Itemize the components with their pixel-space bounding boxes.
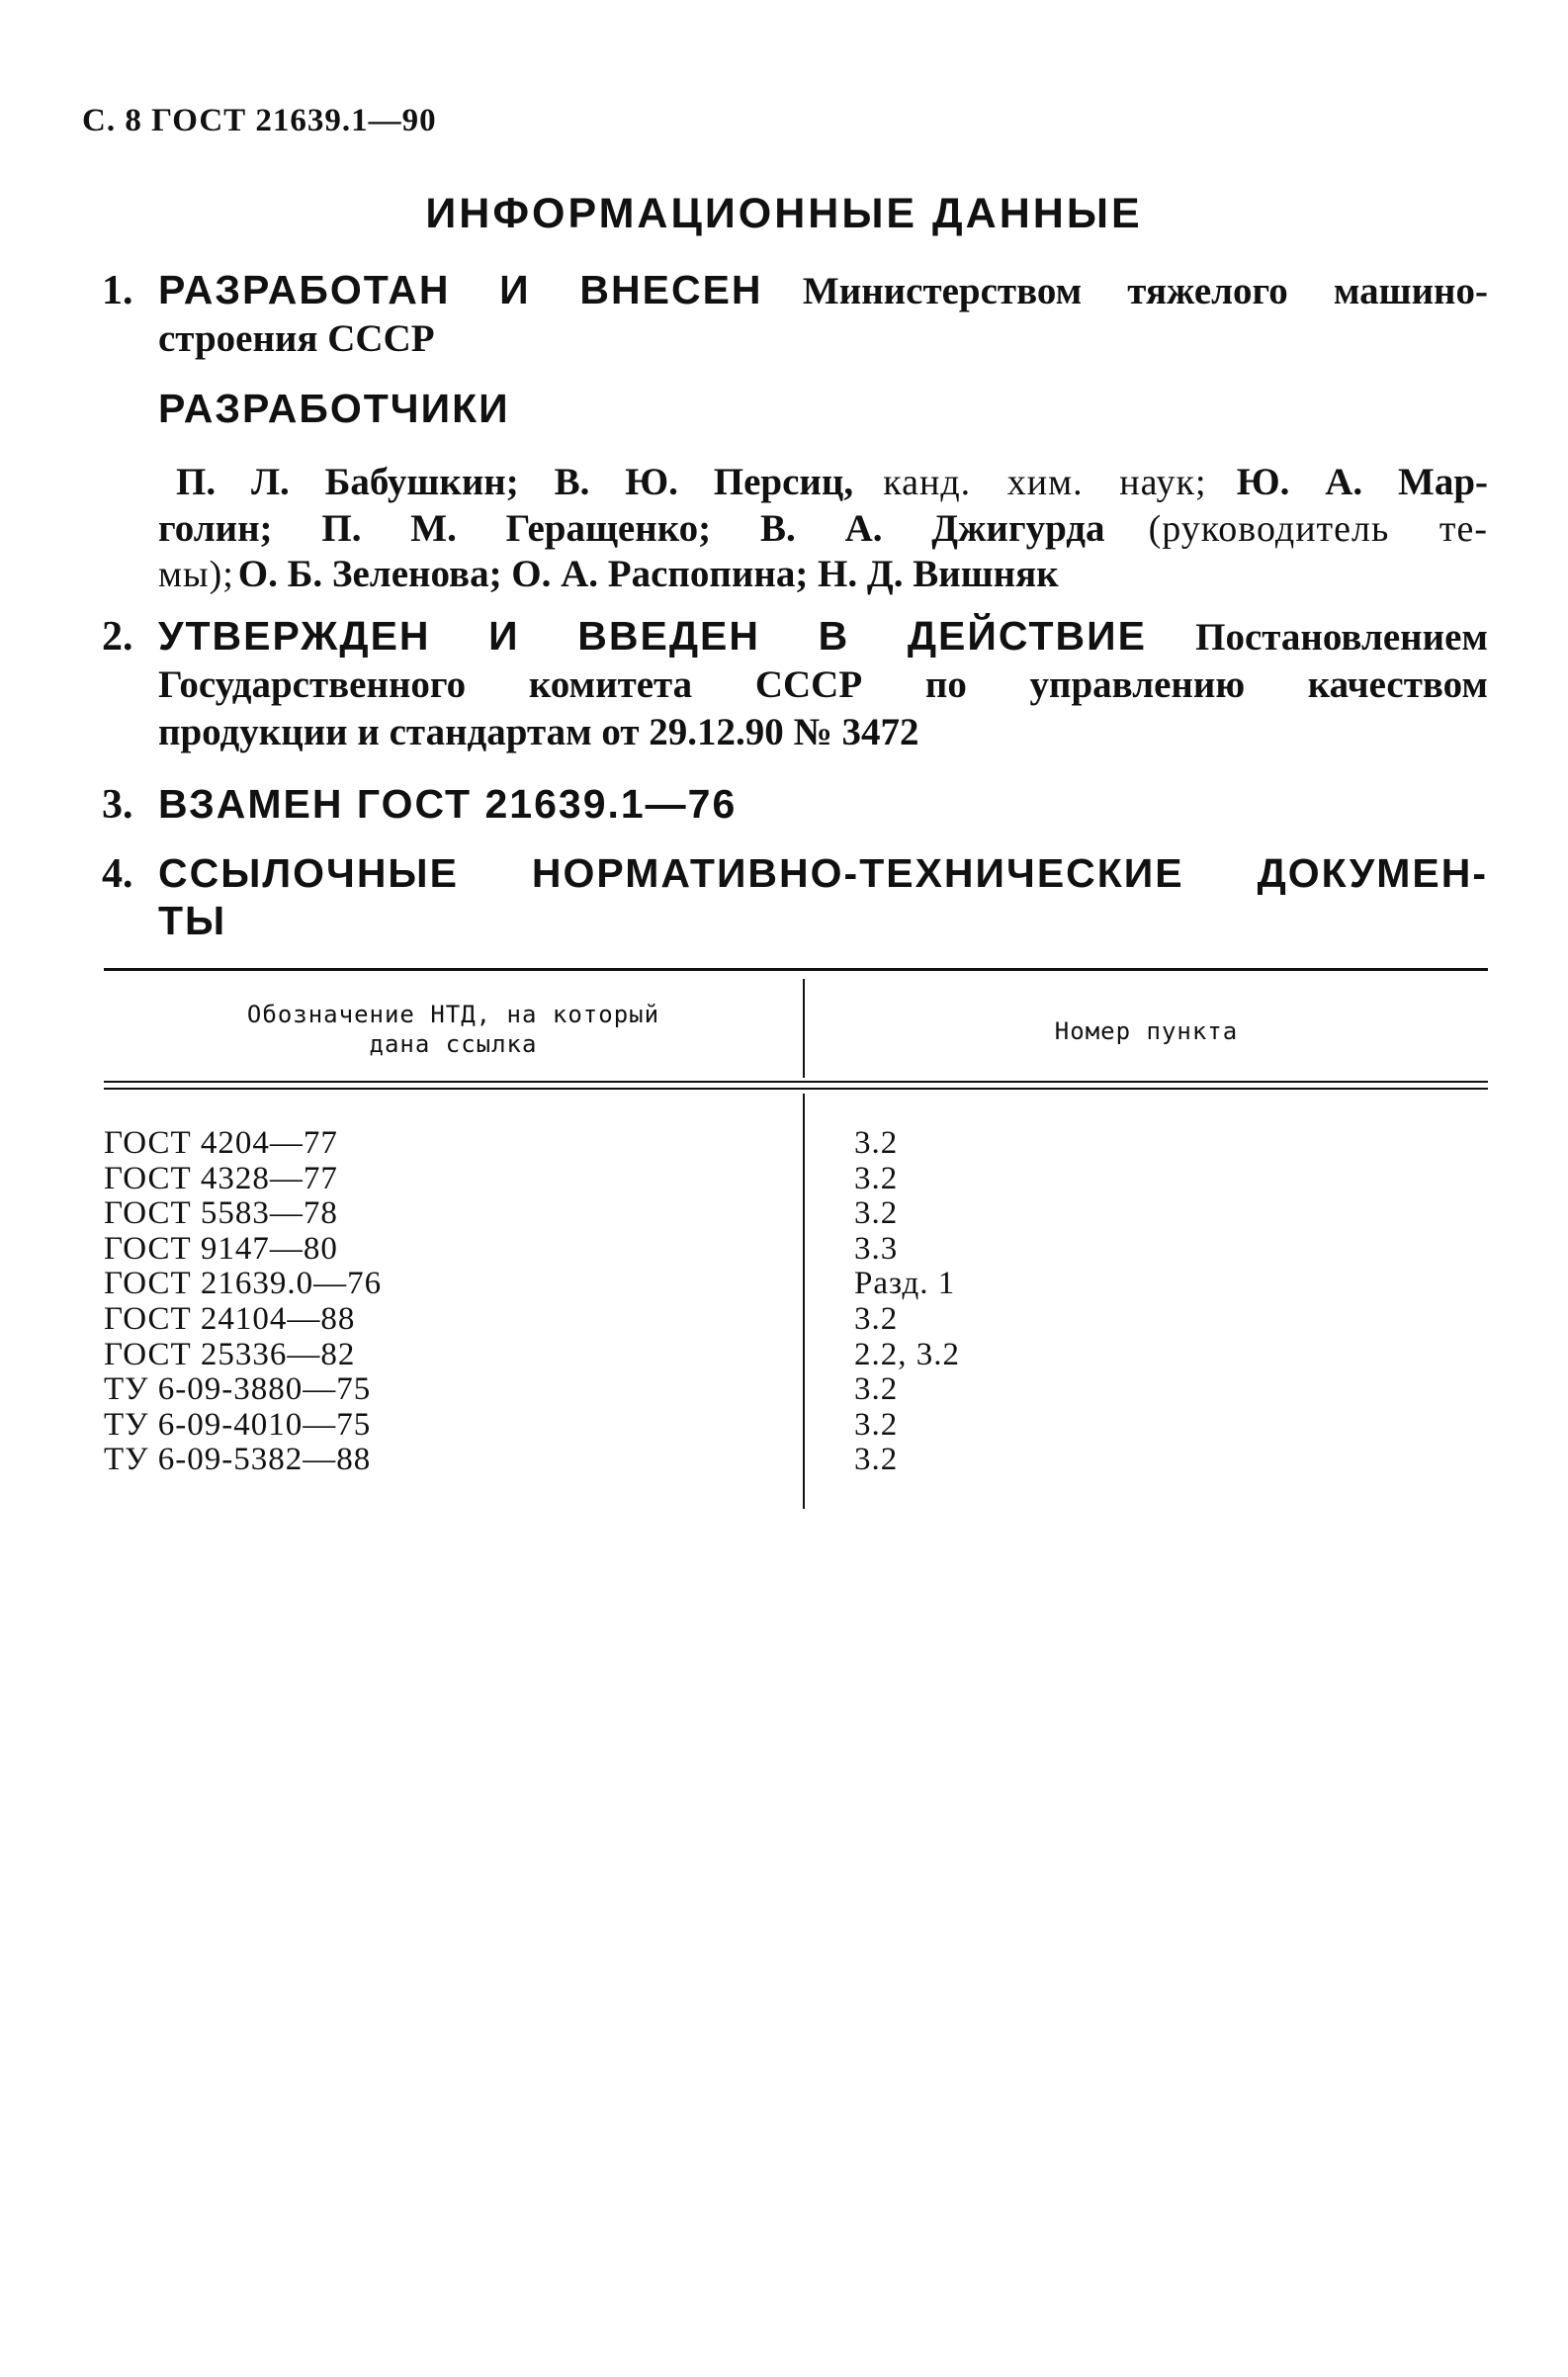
- header-line-2: дана ссылка: [369, 1030, 538, 1058]
- header-line-1: Обозначение НТД, на который: [246, 1001, 660, 1028]
- section-1-heading: РАЗРАБОТАН И ВНЕСЕН: [158, 267, 763, 312]
- section-2-line-2: [158, 662, 1488, 707]
- table-cell-document: ГОСТ 5583—78: [104, 1195, 338, 1231]
- table-body-divider: [803, 1094, 805, 1509]
- table-cell-document: ТУ 6-09-3880—75: [104, 1371, 372, 1407]
- section-1-text: Министерством тяжелого машино-: [802, 270, 1489, 312]
- table-cell-clause: 3.2: [854, 1371, 899, 1407]
- developers-heading: РАЗРАБОТЧИКИ: [158, 386, 510, 431]
- section-4-line-1: [158, 850, 1488, 897]
- section-1-line-1: [158, 267, 1488, 313]
- table-cell-document: ТУ 6-09-5382—88: [104, 1442, 372, 1477]
- section-3-number: 3.: [102, 782, 133, 828]
- table-header-designation: [104, 1000, 803, 1059]
- section-2-text-cont: Государственного комитета СССР по управлению качеством: [158, 663, 1488, 706]
- table-cell-clause: Разд. 1: [854, 1266, 956, 1301]
- section-1-number: 1.: [102, 268, 133, 313]
- table-cell-clause: 3.2: [854, 1161, 899, 1196]
- page-header: С. 8 ГОСТ 21639.1—90: [82, 103, 437, 138]
- table-cell-clause: 3.3: [854, 1231, 899, 1267]
- table-top-rule: [104, 968, 1488, 971]
- developers-names-1b: Ю. А. Мар-: [1236, 461, 1489, 503]
- section-4-number: 4.: [102, 851, 133, 897]
- section-3-heading: ВЗАМЕН ГОСТ 21639.1—76: [158, 781, 738, 827]
- developers-names-1: П. Л. Бабушкин; В. Ю. Персиц,: [176, 461, 854, 503]
- table-cell-clause: 3.2: [854, 1407, 899, 1443]
- section-1-text-cont: строения СССР: [158, 317, 435, 360]
- table-cell-clause: 3.2: [854, 1195, 899, 1231]
- section-2-number: 2.: [102, 614, 133, 660]
- table-cell-document: ГОСТ 25336—82: [104, 1337, 356, 1372]
- section-4-line-2: [158, 898, 1488, 944]
- developers-names-3: О. Б. Зеленова; О. А. Распопина; Н. Д. Вишняк: [237, 553, 1059, 595]
- table-cell-document: ГОСТ 24104—88: [104, 1301, 356, 1337]
- table-cell-clause: 3.2: [854, 1125, 899, 1161]
- section-3-line: [158, 781, 1488, 828]
- section-2-text-end: продукции и стандартам от 29.12.90 № 3472: [158, 711, 919, 753]
- section-2-text: Постановлением: [1195, 616, 1488, 659]
- table-cell-document: ГОСТ 21639.0—76: [104, 1266, 383, 1301]
- section-4-heading-cont: ТЫ: [158, 898, 227, 943]
- developers-names-2: голин; П. М. Геращенко; В. А. Джигурда: [158, 507, 1105, 550]
- table-header-clause: Номер пункта: [1054, 1017, 1239, 1045]
- table-cell-document: ГОСТ 4328—77: [104, 1161, 338, 1196]
- section-2-heading: УТВЕРЖДЕН И ВВЕДЕН В ДЕЙСТВИЕ: [158, 613, 1147, 659]
- table-header-rule-1: [104, 1081, 1488, 1083]
- table-cell-document: ТУ 6-09-4010—75: [104, 1407, 372, 1443]
- section-2-line-1: [158, 613, 1488, 660]
- section-1-line-2: [158, 316, 1488, 361]
- developer-role: (руководитель те-: [1148, 508, 1489, 550]
- table-cell-document: ГОСТ 9147—80: [104, 1231, 338, 1267]
- table-cell-clause: 3.2: [854, 1442, 899, 1477]
- developers-line-1: [176, 460, 1488, 504]
- developer-role-cont: мы);: [158, 554, 234, 595]
- developer-degree: канд. хим. наук;: [883, 462, 1207, 503]
- section-2-line-3: [158, 710, 1488, 754]
- document-title: ИНФОРМАЦИОННЫЕ ДАННЫЕ: [425, 190, 1143, 237]
- table-cell-clause: 2.2, 3.2: [854, 1337, 960, 1372]
- table-cell-clause: 3.2: [854, 1301, 899, 1337]
- developers-line-3: [158, 552, 1488, 596]
- section-4-heading: ССЫЛОЧНЫЕ НОРМАТИВНО-ТЕХНИЧЕСКИЕ ДОКУМЕН-: [158, 850, 1488, 896]
- table-cell-document: ГОСТ 4204—77: [104, 1125, 338, 1161]
- table-header-rule-2: [104, 1088, 1488, 1090]
- developers-line-2: [158, 506, 1488, 551]
